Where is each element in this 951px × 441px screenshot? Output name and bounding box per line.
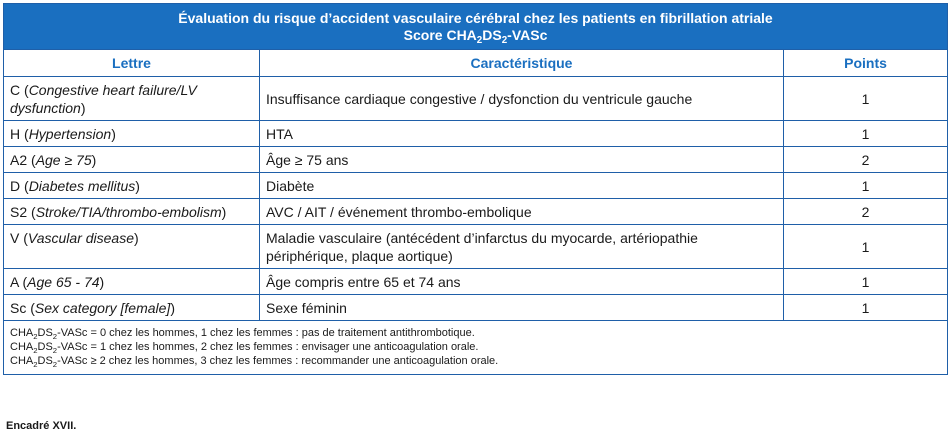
table-row	[4, 173, 948, 199]
table-row	[4, 121, 948, 147]
row-code: Sc	[10, 300, 27, 316]
row-feature: Sexe féminin	[260, 295, 784, 321]
row-expansion: Age 65 - 74	[27, 274, 100, 290]
row-expansion: Sex category [female]	[34, 300, 171, 316]
note-line: $CHA_2DS_2$-VASc = 0 chez les hommes, 1 chez les femmes : pas de traitement antithrombotique.	[10, 327, 475, 341]
row-feature: AVC / AIT / événement thrombo-embolique	[260, 199, 784, 225]
row-points: 1	[784, 77, 948, 121]
cha2ds2-vasc-table	[3, 3, 947, 375]
row-feature: Âge compris entre 65 et 74 ans	[260, 269, 784, 295]
row-points: 1	[784, 173, 948, 199]
row-feature: Maladie vasculaire (antécédent d’infarctus du myocarde, artériopathie périphérique, plaque aortique)	[260, 225, 784, 269]
row-letter: Sc (Sex category [female])	[4, 295, 260, 321]
table-row	[4, 199, 948, 225]
note-line: $CHA_2DS_2$-VASc = 1 chez les hommes, 2 chez les femmes : envisager une anticoagulation orale.	[10, 341, 479, 355]
row-letter: A2 (Age ≥ 75)	[4, 147, 260, 173]
row-expansion: Congestive heart failure/LV dysfunction	[10, 82, 197, 116]
column-header-feature: Caractéristique	[260, 50, 784, 77]
row-points: 2	[784, 147, 948, 173]
table-title	[4, 4, 948, 50]
note-line: $CHA_2DS_2$-VASc ≥ 2 chez les hommes, 3 chez les femmes : recommander une anticoagulation orale.	[10, 355, 499, 369]
column-header-letter: Lettre	[4, 50, 260, 77]
row-code: D	[10, 178, 21, 194]
figure-caption: Encadré XVII.	[6, 420, 77, 432]
row-expansion: Stroke/TIA/thrombo-embolism	[35, 204, 222, 220]
table-title-line1: Évaluation du risque d’accident vasculaire cérébral chez les patients en fibrillation atriale	[178, 10, 773, 26]
row-letter: H (Hypertension)	[4, 121, 260, 147]
row-letter: A (Age 65 - 74)	[4, 269, 260, 295]
row-code: A	[10, 274, 19, 290]
row-expansion: Age ≥ 75	[35, 152, 92, 168]
row-code: V	[10, 230, 20, 246]
row-points: 1	[784, 295, 948, 321]
row-code: A2	[10, 152, 28, 168]
table-title-line2: Score $CHA_2DS_2$-VASc	[403, 27, 548, 46]
table-row	[4, 295, 948, 321]
row-feature: Diabète	[260, 173, 784, 199]
row-points: 1	[784, 225, 948, 269]
table-row	[4, 225, 948, 269]
column-header-points: Points	[784, 50, 948, 77]
table-row	[4, 147, 948, 173]
row-points: 1	[784, 121, 948, 147]
row-feature: Âge ≥ 75 ans	[260, 147, 784, 173]
row-code: S2	[10, 204, 28, 220]
row-expansion: Hypertension	[28, 126, 112, 142]
row-letter: V (Vascular disease)	[4, 225, 260, 269]
row-feature: HTA	[260, 121, 784, 147]
row-points: 2	[784, 199, 948, 225]
row-letter: S2 (Stroke/TIA/thrombo-embolism)	[4, 199, 260, 225]
row-feature: Insuffisance cardiaque congestive / dysfonction du ventricule gauche	[260, 77, 784, 121]
row-expansion: Vascular disease	[27, 230, 134, 246]
row-code: H	[10, 126, 21, 142]
table-notes	[4, 321, 948, 375]
table-row	[4, 269, 948, 295]
row-code: C	[10, 82, 21, 98]
table-row	[4, 77, 948, 121]
row-expansion: Diabetes mellitus	[28, 178, 136, 194]
row-points: 1	[784, 269, 948, 295]
row-letter: D (Diabetes mellitus)	[4, 173, 260, 199]
row-letter: C (Congestive heart failure/LV dysfunction)	[4, 77, 260, 121]
